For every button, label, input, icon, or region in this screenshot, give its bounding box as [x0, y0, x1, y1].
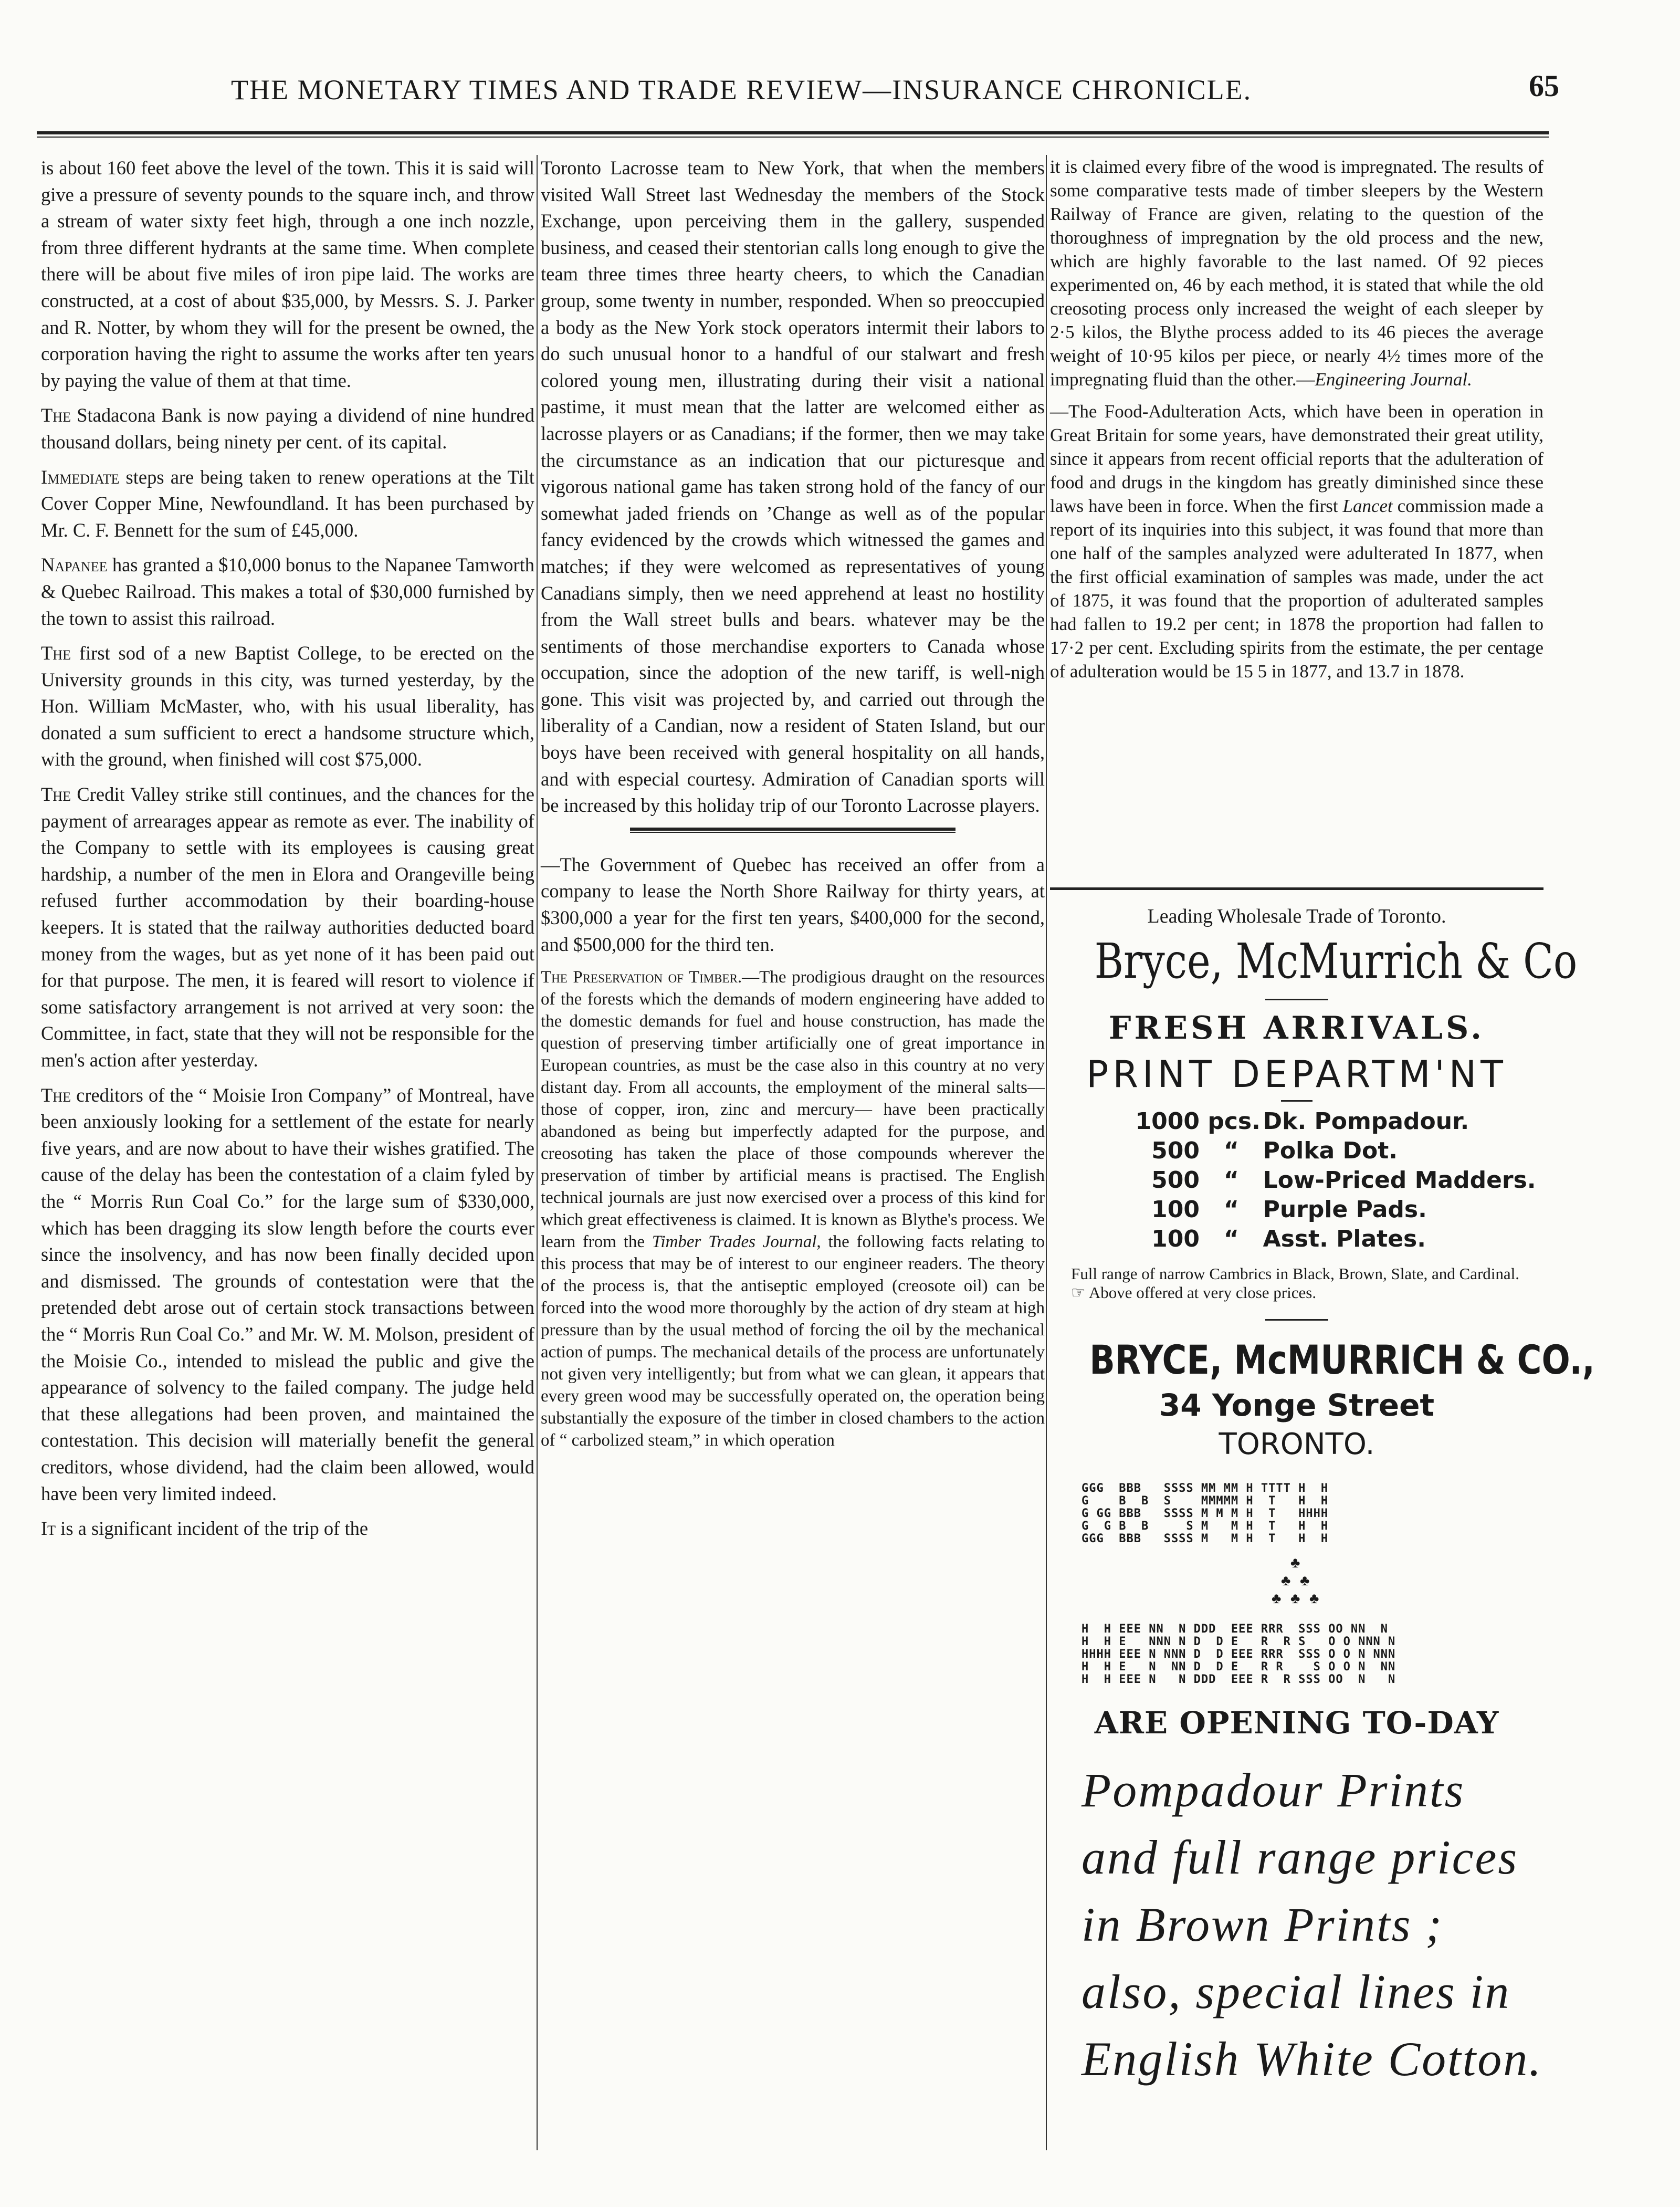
ad-firm-name-caps: BRYCE, McMURRICH & CO., [1089, 1336, 1595, 1383]
paragraph: The Credit Valley strike still continues, and the chances for the payment of arrearages appear as remote as ever. The inability of the Company to settle with its employees is causing great hardship, a number of the men in Elora and Orangeville being refused further accommodation by their boarding-house keepers. It is stated that the railway authorities deducted board money from the wages, but as yet none of it has been paid out for that purpose. The men, it is feared will resort to violence if some satisfactory arrangement is not arrived at very soon: the Committee, in fact, state that they will not be responsible for the men's action after yesterday. [41, 783, 534, 1071]
ad-script-text: Pompadour Prints and full range prices in Brown Prints ; also, special lines in English White Cotton. [1082, 1763, 1543, 2086]
ad-ornament: ♣ ♣ ♣ ♣ ♣ ♣ [1272, 1555, 1319, 1607]
page-header [37, 69, 1559, 116]
paragraph: Napanee has granted a $10,000 bonus to the Napanee Tamworth & Quebec Railroad. This makes a total of $30,000 furnished by the town to assist this railroad. [41, 554, 534, 629]
list-item: 1000 pcs. Dk. Pompadour. [1135, 1108, 1469, 1135]
column-right [1050, 155, 1544, 692]
ad-product-list [1121, 1107, 1544, 1254]
ad-department: PRINT DEPARTM'NT [1086, 1053, 1507, 1096]
paragraph: Immediate steps are being taken to renew operations at the Tilt Cover Copper Mine, Newfoundland. It has been purchased by Mr. C. F. Bennett for the sum of £45,000. [41, 466, 534, 541]
ad-fineprint: ☞ Above offered at very close prices. [1071, 1283, 1317, 1302]
list-item: 500 “ Low-Priced Madders. [1151, 1167, 1536, 1194]
ad-section-heading: Leading Wholesale Trade of Toronto. [1147, 905, 1446, 927]
list-item: 100 “ Asst. Plates. [1151, 1226, 1426, 1252]
column-left [41, 155, 534, 1551]
column-divider [537, 155, 538, 2150]
list-item: 100 “ Purple Pads. [1151, 1196, 1427, 1223]
paragraph: Toronto Lacrosse team to New York, that when the members visited Wall Street last Wednesday the members of the Stock Exchange, upon perceiving them in the gallery, suspended business, and ceased their stentorian calls long enough to give the team three times three hearty cheers, to which the Canadian group, some twenty in number, responded. When so preoccupied a body as the New York stock operators intermit their labors to do such unusual honor to a handful of our stalwart and fresh colored young men, illustrating during their visit a national pastime, it must mean that the latter are welcomed either as lacrosse players or as Canadians; if the former, then we may take the circumstance as an indication that our picturesque and vigorous national game has taken strong hold of the fancy of our somewhat jaded friends on ’Change as well as of the popular fancy evidenced by the crowds which witnessed the games and matches; if they were welcomed as representatives of young Canadians simply, then we need apprehend at least no hostility from the Wall street bulls and bears. whatever may be the sentiments of those merchandise exporters to Canada whose occupation, since the adoption of the new tariff, is well-nigh gone. This visit was projected by, and carried out through the liberality of a Candian, now a resident of Staten Island, but our boys have been received with general hospitality on all hands, and with especial courtesy. Admiration of Canadian sports will be increased by this holiday trip of our Toronto Lacrosse players. [541, 157, 1045, 817]
ad-fresh-arrivals: FRESH ARRIVALS. [1108, 1010, 1485, 1047]
paragraph: The Stadacona Bank is now paying a dividend of nine hundred thousand dollars, being ninety per cent. of its capital. [41, 404, 534, 453]
ad-fineprint: Full range of narrow Cambrics in Black, Brown, Slate, and Cardinal. [1071, 1264, 1520, 1283]
paragraph: —The Government of Quebec has received an offer from a company to lease the North Shore Railway for thirty years, at $300,000 a year for the first ten years, $400,000 for the second, and $500,000 for the third ten. [541, 853, 1045, 955]
paragraph: —The Food-Adulteration Acts, which have been in operation in Great Britain for some years, have demonstrated their great utility, since it appears from recent official reports that the adulteration of food and drugs in the kingdom has greatly diminished since these laws have been in force. When the first Lancet commission made a report of its inquiries into this subject, it was found that more than one half of the samples analyzed were adulterated In 1877, when the first official examination of samples was made, under the act of 1875, it was found that the proportion of adulterated samples had fallen to 19.2 per cent; in 1878 the proportion had fallen to 17·2 per cent. Excluding spirits from the estimate, the per centage of adulteration would be 15 5 in 1877, and 13.7 in 1878. [1050, 401, 1544, 682]
ad-rule [1050, 887, 1544, 890]
section-separator [630, 828, 956, 833]
ad-letter-block: H H EEE NN N DDD EEE RRR SSS OO NN N H H E NNN N D D E R R S O O NNN N HHHH EEE N NNN D D EEE RRR SSS O O N NNN H H E N NN D D E R R S O O N NN H H EEE N N DDD EEE R R SSS OO N N [1082, 1623, 1396, 1686]
column-divider [1046, 155, 1047, 2150]
ad-divider [1281, 1100, 1312, 1102]
ad-city: TORONTO. [1219, 1427, 1375, 1461]
paragraph: The first sod of a new Baptist College, to be erected on the University grounds in this city, was turned yesterday, by the Hon. William McMaster, who, with his usual liberality, has donated a sum sufficient to erect a handsome structure which, with the ground, when finished will cost $75,000. [41, 642, 534, 770]
column-middle [541, 155, 1045, 1460]
ad-street-address: 34 Yonge Street [1159, 1387, 1435, 1423]
ad-divider [1265, 999, 1328, 1000]
publication-title: THE MONETARY TIMES AND TRADE REVIEW—INSURANCE CHRONICLE. [231, 74, 1252, 106]
paragraph: It is a significant incident of the trip of the [41, 1518, 369, 1540]
header-rule [37, 131, 1549, 138]
ad-firm-name: Bryce, McMurrich & Co [1094, 933, 1578, 989]
advertisement [1050, 887, 1595, 2093]
page-number: 65 [1529, 69, 1559, 103]
paragraph: The creditors of the “ Moisie Iron Company” of Montreal, have been anxiously looking for a settlement of the estate for nearly five years, and are now about to have their wishes gratified. The cause of the delay has been the contestation of a claim fyled by the “ Morris Run Coal Co.” for the large sum of $330,000, which has been dragging its slow length before the courts ever since the insolvency, and has now been finally decided upon and dismissed. The grounds of contestation were that the pretended debt arose out of certain stock transactions between the “ Morris Run Coal Co.” and Mr. W. M. Molson, president of the Moisie Co., intended to mislead the public and give the appearance of solvency to the failed company. The judge held that these allegations had been proven, and maintained the contestation. This decision will materially benefit the general creditors, whose dividend, had the claim been allowed, would have been very limited indeed. [41, 1084, 534, 1504]
ad-letter-block: GGG BBB SSSS MM MM H TTTT H H G B B S MMMMM H T H H G GG BBB SSSS M M M H T HHHH G G B B S M M H T H H GGG BBB SSSS M M H T H H [1082, 1482, 1329, 1545]
list-item: 500 “ Polka Dot. [1151, 1137, 1398, 1164]
paragraph: The Preservation of Timber.—The prodigious draught on the resources of the forests which the demands of modern engineering have added to the domestic demands for fuel and house construction, has made the question of preserving timber artificially one of great importance in European countries, as must be the case also in this country at no very distant day. From all accounts, the employment of the mineral salts— those of copper, iron, zinc and mercury— have been practically abandoned as being but imperfectly adapted for the purpose, and creosoting has taken the place of those compounds wherever the preservation of timber by artificial means is practised. The English technical journals are just now exercised over a process of this kind for which great effectiveness is claimed. It is known as Blythe's process. We learn from the Timber Trades Journal, the following facts relating to this process that may be of interest to our engineer readers. The theory of the process is, that the antiseptic employed (creosote oil) can be forced into the wood more thoroughly by the action of dry steam at high pressure than by the usual method of forcing the oil by the mechanical action of pumps. The mechanical details of the process are unfortunately not given very intelligently; but from what we can glean, it appears that every green wood may be successfully operated on, the operation being substantially the exposure of the timber in closed chambers to the action of “ carbolized steam,” in which operation [541, 968, 1045, 1450]
ad-opening-today: ARE OPENING TO-DAY [1094, 1705, 1499, 1741]
ad-divider [1265, 1319, 1328, 1321]
paragraph: it is claimed every fibre of the wood is impregnated. The results of some comparative tests made of timber sleepers by the Western Railway of France are given, relating to the question of the thoroughness of impregnation by the old process and the new, which are highly favorable to the last named. Of 92 pieces experimented on, 46 by each method, it is stated that while the old creosoting process only increased the weight of each sleeper by 2·5 kilos, the Blythe process added to its 46 pieces the average weight of 10·95 kilos per piece, or nearly 4½ times more of the impregnating fluid than the other.—Engineering Journal. [1050, 156, 1544, 390]
paragraph: is about 160 feet above the level of the town. This it is said will give a pressure of seventy pounds to the square inch, and throw a stream of water sixty feet high, through a one inch nozzle, from three different hydrants at the same time. When complete there will be about five miles of iron pipe laid. The works are constructed, at a cost of about $35,000, by Messrs. S. J. Parker and R. Notter, by whom they will for the present be owned, the corporation having the right to assume the works after ten years by paying the value of them at that time. [41, 157, 534, 391]
